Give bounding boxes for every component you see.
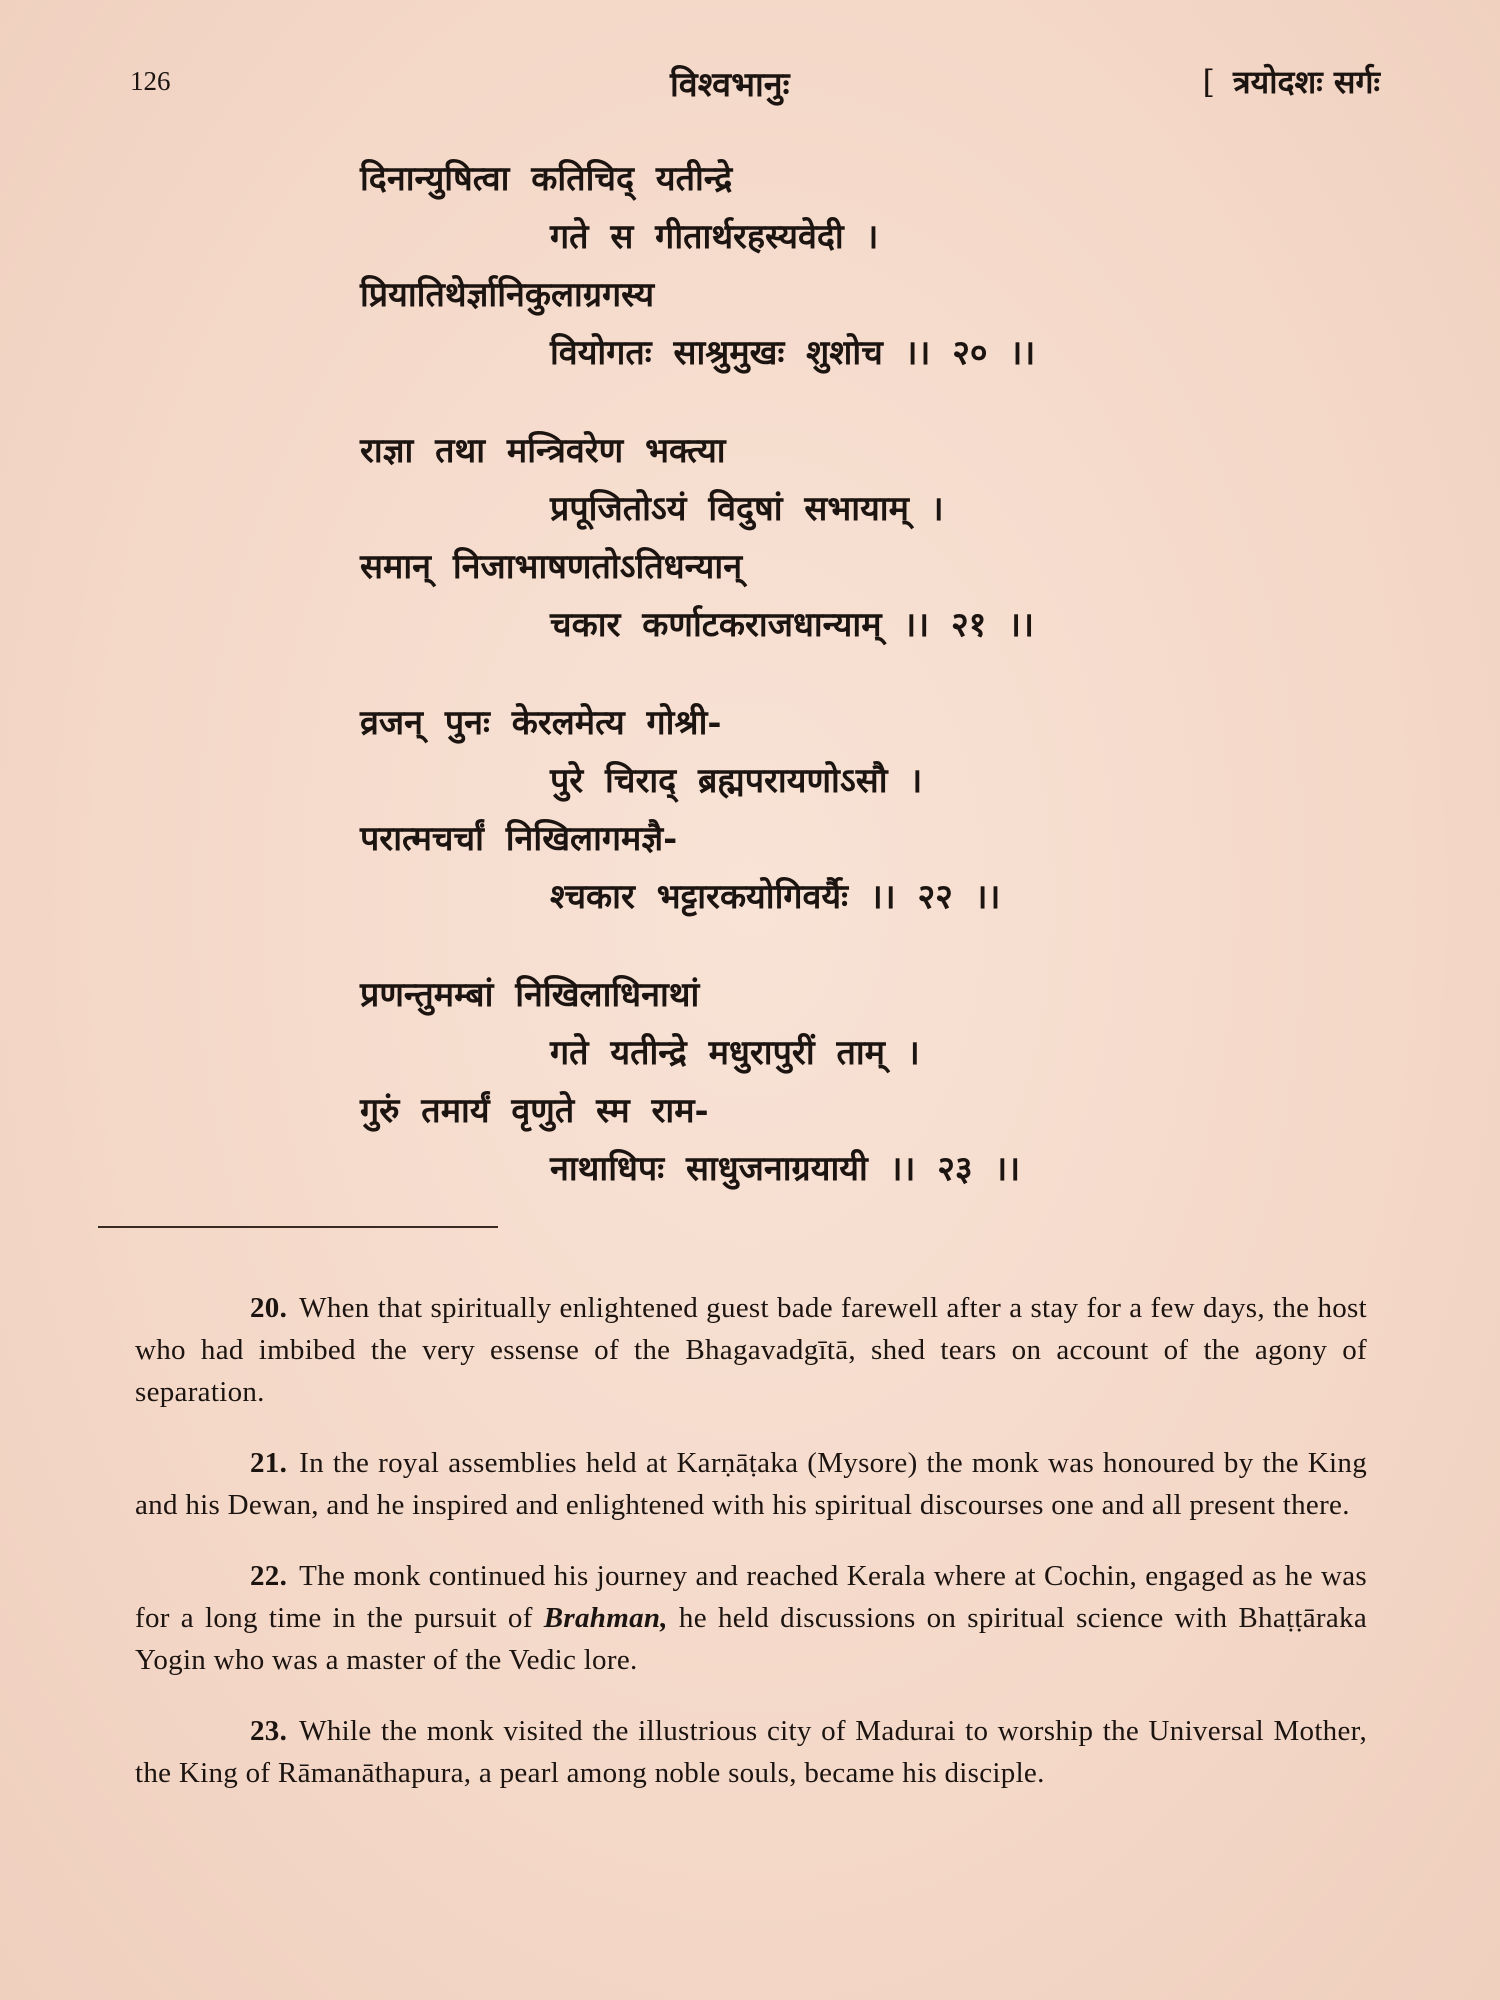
verse-line: श्चकार भट्टारकयोगिवर्यैः ।। २२ ।। (550, 877, 1001, 917)
footnote-divider (98, 1226, 498, 1228)
note-text: When that spiritually enlightened guest bade farewell after a stay for a few days, the host who had imbibed the very essense of the Bhagavadgītā, shed tears on account of the agony of separation. (135, 1292, 1367, 1408)
verse-line: व्रजन् पुनः केरलमेत्य गोश्री- (360, 703, 722, 743)
chapter-bracket: [ (1202, 63, 1216, 101)
verse-21 (360, 422, 1260, 654)
note-20 (135, 1287, 1367, 1413)
verse-22 (360, 694, 1260, 926)
page-number: 126 (130, 66, 171, 96)
sanskrit-verses (360, 150, 1260, 1238)
note-text: While the monk visited the illustrious city of Madurai to worship the Universal Mother, the King of Rāmanāthapura, a pearl among noble souls, became his disciple. (135, 1715, 1367, 1789)
verse-line: समान् निजाभाषणतोऽतिधन्यान् (360, 547, 743, 587)
verse-line: प्रणन्तुमम्बां निखिलाधिनाथां (360, 975, 700, 1015)
chapter-title (1203, 60, 1380, 103)
verse-line: गते यतीन्द्रे मधुरापुरीं ताम् । (550, 1033, 920, 1073)
note-22 (135, 1555, 1367, 1681)
note-number: 21. (250, 1447, 288, 1479)
note-number: 20. (250, 1292, 288, 1324)
verse-line: राज्ञा तथा मन्त्रिवरेण भक्त्या (360, 431, 726, 471)
verse-line: प्रपूजितोऽयं विदुषां सभायाम् । (550, 489, 944, 529)
note-23 (135, 1710, 1367, 1794)
verse-line: गुरुं तमार्यं वृणुते स्म राम- (360, 1091, 709, 1131)
note-number: 22. (250, 1560, 288, 1592)
verse-line: पुरे चिराद् ब्रह्मपरायणोऽसौ । (550, 761, 923, 801)
chapter-title-text: त्रयोदशः सर्गः (1233, 63, 1380, 101)
note-number: 23. (250, 1715, 288, 1747)
verse-line: गते स गीतार्थरहस्यवेदी । (550, 217, 879, 257)
note-21 (135, 1442, 1367, 1526)
verse-line: नाथाधिपः साधुजनाग्रयायी ।। २३ ।। (550, 1149, 1021, 1189)
verse-line: चकार कर्णाटकराजधान्याम् ।। २१ ।। (550, 605, 1034, 645)
verse-23 (360, 966, 1260, 1198)
translation-notes (135, 1258, 1367, 1806)
running-title: विश्वभानुः (670, 65, 790, 105)
note-italic-term: Brahman, (543, 1602, 668, 1634)
verse-line: दिनान्युषित्वा कतिचिद् यतीन्द्रे (360, 159, 733, 199)
verse-20 (360, 150, 1260, 382)
note-text: In the royal assemblies held at Karṇāṭaka (Mysore) the monk was honoured by the King and his Dewan, and he inspired and enlightened with his spiritual discourses one and all present there. (135, 1447, 1367, 1521)
page-header (0, 60, 1500, 120)
note-text: The monk continued his journey and reached Kerala where at Cochin, engaged as he was for a long time in the pursuit of (135, 1560, 1367, 1634)
note-text: he held discussions on spiritual science with Bhaṭṭāraka Yogin who was a master of the Vedic lore. (135, 1602, 1367, 1676)
verse-line: वियोगतः साश्रुमुखः शुशोच ।। २० ।। (550, 333, 1036, 373)
verse-line: प्रियातिथेर्ज्ञानिकुलाग्रगस्य (360, 275, 655, 315)
verse-line: परात्मचर्चां निखिलागमज्ञै- (360, 819, 678, 859)
